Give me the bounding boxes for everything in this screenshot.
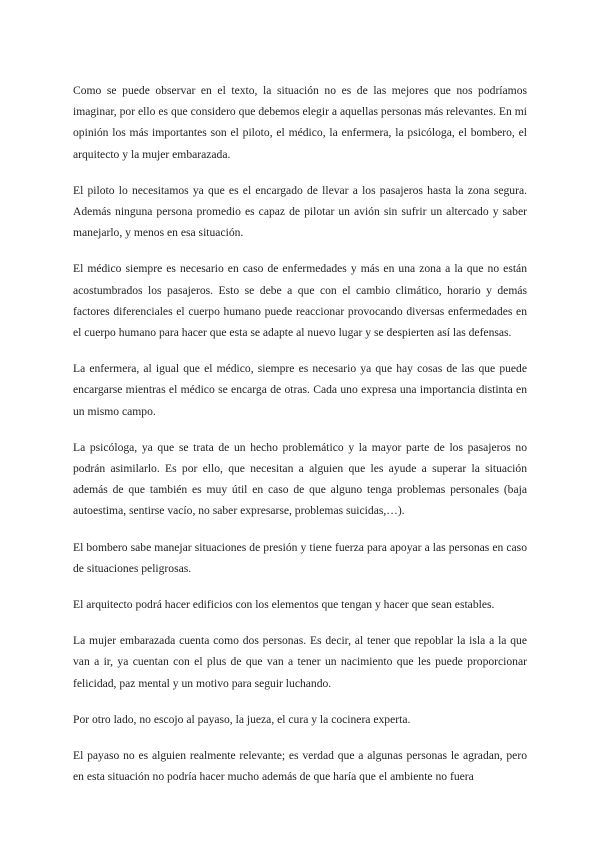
paragraph-clown: El payaso no es alguien realmente relevante; es verdad que a algunas personas le agradan, pero en esta situación no podría hacer mucho además de que haría que el ambiente no fuera	[73, 749, 527, 784]
document-body	[73, 80, 527, 802]
paragraph-psychologist: La psicóloga, ya que se trata de un hecho problemático y la mayor parte de los pasajeros no podrán asimilarlo. Es por ello, que necesitan a alguien que les ayude a superar la situación además de que también es muy útil en caso de que alguno tenga problemas personales (baja autoestima, sentirse vacío, no saber expresarse, problemas suicidas,…).	[73, 440, 527, 518]
paragraph-doctor: El médico siempre es necesario en caso de enfermedades y más en una zona a la que no están acostumbrados los pasajeros. Esto se debe a que con el cambio climático, horario y demás factores diferenciales el cuerpo humano puede reaccionar provocando diversas enfermedades en el cuerpo humano para hacer que esta se adapte al nuevo lugar y se despierten así las defensas.	[73, 262, 527, 340]
paragraph-not-chosen: Por otro lado, no escojo al payaso, la jueza, el cura y la cocinera experta.	[73, 712, 411, 726]
paragraph-nurse: La enfermera, al igual que el médico, siempre es necesario ya que hay cosas de las que puede encargarse mientras el médico se encarga de otras. Cada uno expresa una importancia distinta en un mismo campo.	[73, 362, 527, 418]
paragraph-intro: Como se puede observar en el texto, la situación no es de las mejores que nos podríamos imaginar, por ello es que considero que debemos elegir a aquellas personas más relevantes. En mi opinión los más importantes son el piloto, el médico, la enfermera, la psicóloga, el bombero, el arquitecto y la mujer embarazada.	[73, 84, 527, 161]
paragraph-firefighter: El bombero sabe manejar situaciones de presión y tiene fuerza para apoyar a las personas en caso de situaciones peligrosas.	[73, 540, 527, 575]
paragraph-architect: El arquitecto podrá hacer edificios con los elementos que tengan y hacer que sean estables.	[73, 598, 495, 612]
paragraph-pregnant-woman: La mujer embarazada cuenta como dos personas. Es decir, al tener que repoblar la isla a la que van a ir, ya cuentan con el plus de que van a tener un nacimiento que les puede proporcionar felicidad, paz mental y un motivo para seguir luchando.	[73, 634, 527, 690]
paragraph-pilot: El piloto lo necesitamos ya que es el encargado de llevar a los pasajeros hasta la zona segura. Además ninguna persona promedio es capaz de pilotar un avión sin sufrir un altercado y saber manejarlo, y menos en esa situación.	[73, 183, 527, 240]
